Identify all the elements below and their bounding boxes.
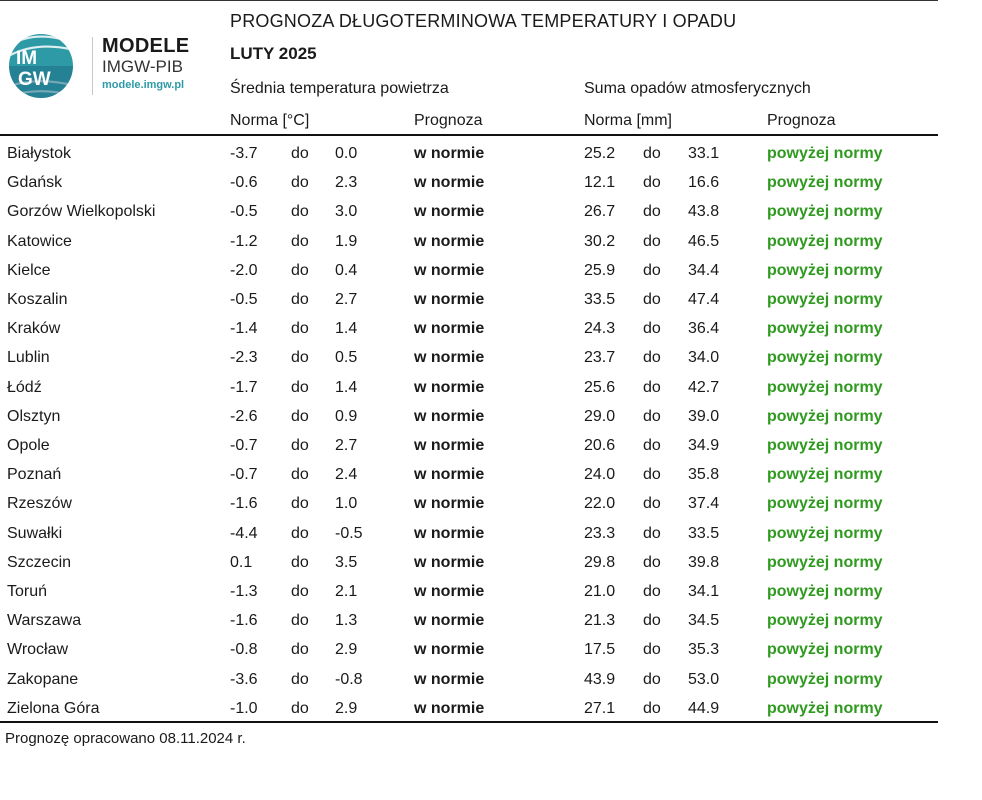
precip-norm-max-cell: 34.1 (688, 583, 720, 600)
temp-norm-min-cell: -3.7 (230, 145, 258, 162)
temp-forecast-cell: w normie (414, 670, 485, 688)
table-row (0, 198, 938, 227)
table-row (0, 490, 938, 519)
temp-norm-min-cell: -0.8 (230, 641, 258, 659)
precip-norm-to-cell: do (643, 349, 661, 367)
precip-norm-min-cell: 25.9 (584, 261, 616, 279)
temp-forecast-cell: w normie (414, 145, 485, 162)
temp-norm-to-cell: do (291, 699, 309, 717)
precip-norm-max-cell: 35.8 (688, 466, 720, 484)
precip-forecast-cell: powyżej normy (767, 495, 883, 513)
temp-forecast-cell: w normie (414, 641, 485, 659)
temp-norm-max-cell: 1.4 (335, 320, 358, 338)
table-row (0, 286, 938, 315)
logo-title: MODELE (102, 35, 190, 57)
temp-forecast-cell: w normie (414, 495, 485, 513)
temp-norm-min-cell: -1.6 (230, 612, 258, 630)
imgw-logo (8, 33, 208, 103)
temp-norm-max-cell: 2.9 (335, 699, 358, 717)
temp-forecast-cell: w normie (414, 466, 485, 484)
temp-norm-min-cell: -2.0 (230, 261, 258, 279)
table-row (0, 520, 938, 549)
precip-forecast-cell: powyżej normy (767, 320, 883, 338)
bottom-rule (0, 721, 938, 723)
precip-norm-max-cell: 34.4 (688, 261, 720, 279)
precip-forecast-cell: powyżej normy (767, 174, 883, 192)
temp-group-header: Średnia temperatura powietrza (230, 80, 449, 97)
table-row (0, 257, 938, 286)
table-row (0, 315, 938, 344)
precip-norm-min-cell: 21.0 (584, 583, 616, 600)
precip-norm-to-cell: do (643, 466, 661, 484)
temp-norm-to-cell: do (291, 583, 309, 600)
city-cell: Lublin (7, 349, 50, 367)
precip-norm-to-cell: do (643, 320, 661, 338)
city-cell: Warszawa (7, 612, 82, 630)
precip-forecast-header: Prognoza (767, 112, 836, 129)
precip-forecast-cell: powyżej normy (767, 437, 883, 454)
precip-norm-min-cell: 23.7 (584, 349, 616, 367)
table-row (0, 140, 938, 169)
logo-url-link[interactable]: modele.imgw.pl (102, 79, 185, 91)
table-row (0, 636, 938, 665)
city-cell: Białystok (7, 145, 72, 162)
temp-norm-min-cell: -1.7 (230, 378, 258, 396)
temp-norm-min-cell: 0.1 (230, 553, 253, 571)
temp-forecast-cell: w normie (414, 612, 485, 630)
precip-norm-min-cell: 12.1 (584, 174, 616, 192)
table-row (0, 169, 938, 198)
logo-separator (92, 37, 93, 95)
temp-norm-max-cell: 1.0 (335, 495, 358, 513)
temp-forecast-cell: w normie (414, 583, 485, 600)
precip-norm-max-cell: 47.4 (688, 291, 720, 308)
precip-norm-max-cell: 34.9 (688, 437, 720, 454)
temp-norm-to-cell: do (291, 232, 309, 250)
precip-norm-min-cell: 22.0 (584, 495, 616, 513)
temp-norm-min-cell: -2.6 (230, 407, 258, 425)
temp-norm-to-cell: do (291, 261, 309, 279)
table-row (0, 403, 938, 432)
precip-norm-min-cell: 25.6 (584, 378, 616, 396)
table-row (0, 578, 938, 607)
table-row (0, 695, 938, 724)
temp-norm-to-cell: do (291, 437, 309, 454)
footer-note: Prognozę opracowano 08.11.2024 r. (5, 730, 246, 747)
precip-norm-max-cell: 33.1 (688, 145, 720, 162)
temp-norm-to-cell: do (291, 145, 309, 162)
page-title: PROGNOZA DŁUGOTERMINOWA TEMPERATURY I OPADU (230, 11, 737, 31)
precip-forecast-cell: powyżej normy (767, 232, 883, 250)
city-cell: Suwałki (7, 524, 63, 542)
temp-norm-max-cell: 2.3 (335, 174, 358, 192)
precip-norm-header: Norma [mm] (584, 112, 672, 129)
precip-norm-min-cell: 24.3 (584, 320, 616, 338)
temp-norm-min-cell: -3.6 (230, 670, 258, 688)
precip-norm-max-cell: 34.0 (688, 349, 720, 367)
city-cell: Kielce (7, 261, 51, 279)
temp-forecast-header: Prognoza (414, 112, 483, 129)
precip-norm-to-cell: do (643, 699, 661, 717)
table-row (0, 461, 938, 490)
city-cell: Gorzów Wielkopolski (7, 203, 156, 221)
city-cell: Toruń (7, 583, 48, 600)
temp-norm-max-cell: 0.9 (335, 407, 358, 425)
temp-norm-to-cell: do (291, 612, 309, 630)
precip-norm-max-cell: 42.7 (688, 378, 720, 396)
precip-norm-to-cell: do (643, 553, 661, 571)
page-subtitle: LUTY 2025 (230, 44, 317, 63)
city-cell: Zielona Góra (7, 699, 100, 717)
temp-norm-min-cell: -0.6 (230, 174, 258, 192)
temp-norm-to-cell: do (291, 553, 309, 571)
temp-norm-to-cell: do (291, 291, 309, 308)
precip-norm-to-cell: do (643, 174, 661, 192)
precip-forecast-cell: powyżej normy (767, 699, 883, 717)
temp-norm-max-cell: 2.1 (335, 583, 358, 600)
temp-norm-min-cell: -1.2 (230, 232, 258, 250)
temp-forecast-cell: w normie (414, 407, 485, 425)
precip-forecast-cell: powyżej normy (767, 641, 883, 659)
table-row (0, 666, 938, 695)
precip-forecast-cell: powyżej normy (767, 466, 883, 484)
temp-norm-min-cell: -1.3 (230, 583, 258, 600)
imgw-badge-icon (8, 33, 74, 99)
badge-text-bottom: GW (18, 69, 51, 90)
temp-norm-to-cell: do (291, 174, 309, 192)
precip-norm-to-cell: do (643, 145, 661, 162)
temp-forecast-cell: w normie (414, 174, 485, 192)
precip-norm-to-cell: do (643, 378, 661, 396)
temp-norm-max-cell: -0.5 (335, 524, 363, 542)
temp-forecast-cell: w normie (414, 261, 485, 279)
precip-forecast-cell: powyżej normy (767, 553, 883, 571)
precip-norm-max-cell: 39.8 (688, 553, 720, 571)
precip-norm-max-cell: 34.5 (688, 612, 720, 630)
temp-norm-min-cell: -0.5 (230, 203, 258, 221)
precip-norm-max-cell: 16.6 (688, 174, 720, 192)
precip-norm-max-cell: 33.5 (688, 524, 720, 542)
logo-subtitle: IMGW-PIB (102, 57, 183, 76)
temp-forecast-cell: w normie (414, 553, 485, 571)
temp-norm-to-cell: do (291, 203, 309, 221)
precip-norm-min-cell: 24.0 (584, 466, 616, 484)
table-row (0, 432, 938, 461)
precip-norm-max-cell: 37.4 (688, 495, 720, 513)
temp-norm-min-cell: -1.6 (230, 495, 258, 513)
temp-norm-to-cell: do (291, 641, 309, 659)
temp-norm-to-cell: do (291, 349, 309, 367)
temp-forecast-cell: w normie (414, 699, 485, 717)
precip-norm-max-cell: 36.4 (688, 320, 720, 338)
temp-norm-to-cell: do (291, 320, 309, 338)
city-cell: Rzeszów (7, 495, 72, 513)
precip-norm-to-cell: do (643, 495, 661, 513)
precip-norm-max-cell: 43.8 (688, 203, 720, 221)
temp-norm-to-cell: do (291, 524, 309, 542)
precip-norm-min-cell: 21.3 (584, 612, 616, 630)
city-cell: Olsztyn (7, 407, 61, 425)
precip-norm-max-cell: 39.0 (688, 407, 720, 425)
temp-norm-min-cell: -1.4 (230, 320, 258, 338)
precip-norm-min-cell: 29.0 (584, 407, 616, 425)
temp-norm-to-cell: do (291, 670, 309, 688)
city-cell: Katowice (7, 232, 72, 250)
precip-forecast-cell: powyżej normy (767, 670, 883, 688)
temp-norm-to-cell: do (291, 466, 309, 484)
city-cell: Gdańsk (7, 174, 63, 192)
table-row (0, 549, 938, 578)
precip-norm-to-cell: do (643, 437, 661, 454)
precip-norm-max-cell: 53.0 (688, 670, 720, 688)
temp-norm-to-cell: do (291, 407, 309, 425)
city-cell: Zakopane (7, 670, 79, 688)
temp-norm-max-cell: 1.4 (335, 378, 358, 396)
precip-norm-to-cell: do (643, 641, 661, 659)
temp-norm-to-cell: do (291, 495, 309, 513)
city-cell: Kraków (7, 320, 61, 338)
temp-forecast-cell: w normie (414, 524, 485, 542)
temp-forecast-cell: w normie (414, 378, 485, 396)
precip-forecast-cell: powyżej normy (767, 583, 883, 600)
precip-norm-min-cell: 43.9 (584, 670, 616, 688)
precip-norm-max-cell: 46.5 (688, 232, 720, 250)
precip-forecast-cell: powyżej normy (767, 349, 883, 367)
city-cell: Szczecin (7, 553, 72, 571)
header-rule (0, 134, 938, 136)
precip-norm-min-cell: 25.2 (584, 145, 616, 162)
precip-norm-min-cell: 29.8 (584, 553, 616, 571)
temp-norm-max-cell: 1.9 (335, 232, 358, 250)
temp-norm-max-cell: 0.0 (335, 145, 358, 162)
table-row (0, 344, 938, 373)
precip-group-header: Suma opadów atmosferycznych (584, 80, 811, 97)
city-cell: Łódź (7, 378, 42, 396)
precip-forecast-cell: powyżej normy (767, 407, 883, 425)
temp-norm-max-cell: 0.5 (335, 349, 358, 367)
precip-norm-min-cell: 23.3 (584, 524, 616, 542)
temp-norm-max-cell: 2.7 (335, 437, 358, 454)
temp-norm-max-cell: 2.7 (335, 291, 358, 308)
precip-forecast-cell: powyżej normy (767, 612, 883, 630)
precip-forecast-cell: powyżej normy (767, 291, 883, 308)
precip-norm-to-cell: do (643, 291, 661, 308)
temp-norm-min-cell: -2.3 (230, 349, 258, 367)
city-cell: Koszalin (7, 291, 68, 308)
temp-forecast-cell: w normie (414, 291, 485, 308)
temp-norm-min-cell: -4.4 (230, 524, 258, 542)
table-row (0, 374, 938, 403)
temp-norm-max-cell: 3.5 (335, 553, 358, 571)
table-row (0, 228, 938, 257)
precip-forecast-cell: powyżej normy (767, 261, 883, 279)
city-cell: Wrocław (7, 641, 69, 659)
temp-norm-min-cell: -1.0 (230, 699, 258, 717)
temp-forecast-cell: w normie (414, 232, 485, 250)
precip-norm-min-cell: 20.6 (584, 437, 616, 454)
precip-forecast-cell: powyżej normy (767, 145, 883, 162)
precip-norm-to-cell: do (643, 670, 661, 688)
precip-norm-max-cell: 44.9 (688, 699, 720, 717)
top-rule (0, 0, 938, 1)
precip-norm-to-cell: do (643, 232, 661, 250)
precip-norm-to-cell: do (643, 612, 661, 630)
precip-norm-to-cell: do (643, 261, 661, 279)
temp-norm-max-cell: 1.3 (335, 612, 358, 630)
precip-forecast-cell: powyżej normy (767, 378, 883, 396)
temp-norm-min-cell: -0.7 (230, 466, 258, 484)
precip-norm-min-cell: 30.2 (584, 232, 616, 250)
temp-norm-min-cell: -0.5 (230, 291, 258, 308)
temp-norm-min-cell: -0.7 (230, 437, 258, 454)
precip-forecast-cell: powyżej normy (767, 524, 883, 542)
precip-norm-to-cell: do (643, 524, 661, 542)
temp-norm-max-cell: -0.8 (335, 670, 363, 688)
badge-text-top: IM (16, 48, 38, 69)
precip-norm-to-cell: do (643, 203, 661, 221)
precip-norm-min-cell: 33.5 (584, 291, 616, 308)
precip-norm-min-cell: 26.7 (584, 203, 616, 221)
temp-forecast-cell: w normie (414, 349, 485, 367)
city-cell: Poznań (7, 466, 62, 484)
precip-norm-min-cell: 27.1 (584, 699, 616, 717)
precip-forecast-cell: powyżej normy (767, 203, 883, 221)
temp-norm-header: Norma [°C] (230, 112, 310, 129)
precip-norm-to-cell: do (643, 583, 661, 600)
table-row (0, 607, 938, 636)
city-cell: Opole (7, 437, 50, 454)
precip-norm-to-cell: do (643, 407, 661, 425)
temp-forecast-cell: w normie (414, 437, 485, 454)
temp-forecast-cell: w normie (414, 203, 485, 221)
temp-norm-max-cell: 0.4 (335, 261, 358, 279)
temp-norm-to-cell: do (291, 378, 309, 396)
temp-norm-max-cell: 2.9 (335, 641, 358, 659)
temp-norm-max-cell: 3.0 (335, 203, 358, 221)
temp-forecast-cell: w normie (414, 320, 485, 338)
precip-norm-max-cell: 35.3 (688, 641, 720, 659)
temp-norm-max-cell: 2.4 (335, 466, 358, 484)
precip-norm-min-cell: 17.5 (584, 641, 616, 659)
